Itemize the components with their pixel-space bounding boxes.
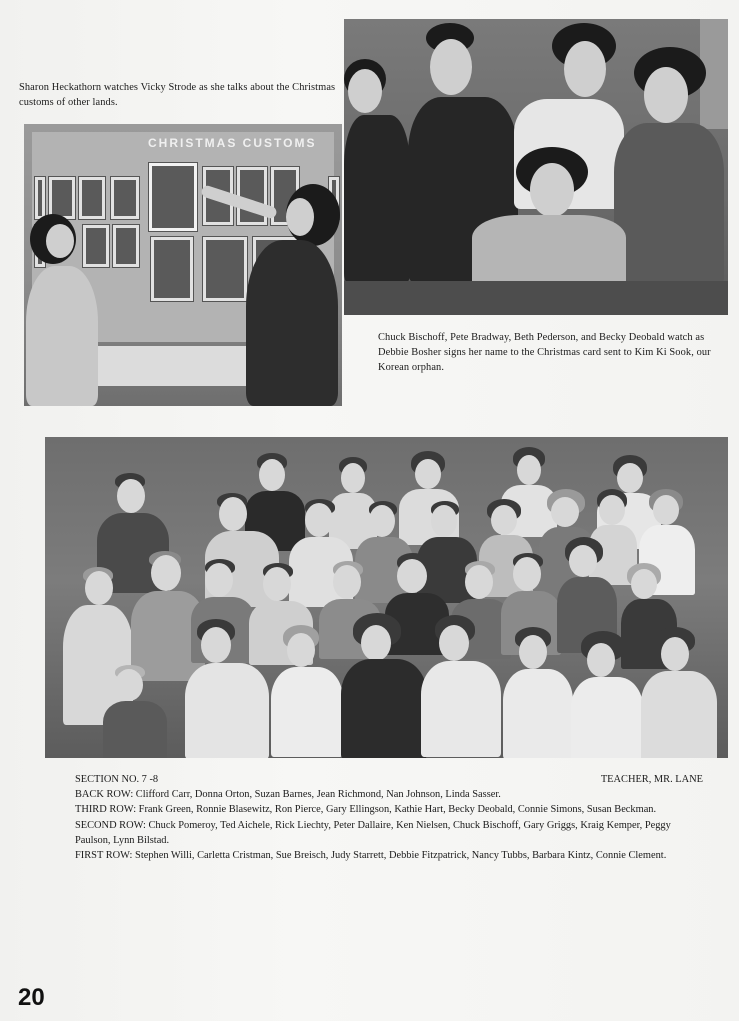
- board-picture: [148, 162, 198, 232]
- section-header: [75, 772, 703, 787]
- boy-shirt: [344, 115, 410, 283]
- face: [430, 39, 472, 95]
- face: [644, 67, 688, 123]
- board-picture: [82, 224, 110, 268]
- first-row-names: FIRST ROW: Stephen Willi, Carletta Cristman, Sue Breisch, Judy Starrett, Debbie Fitzpatrick, Nancy Tubbs, Barbara Kintz, Connie Clement.: [75, 850, 667, 862]
- face: [46, 224, 74, 258]
- face: [286, 198, 314, 236]
- second-row-names: SECOND ROW: Chuck Pomeroy, Ted Aichele, Rick Liechty, Peter Dallaire, Ken Nielsen, Chuck Bischoff, Gary Griggs, Kraig Kemper, Peggy Paulson, Lynn Bilstad.: [75, 819, 671, 846]
- girl-top: [472, 215, 626, 291]
- board-title: CHRISTMAS CUSTOMS: [148, 136, 317, 150]
- face: [530, 163, 574, 217]
- girl-dress: [614, 123, 724, 287]
- face: [564, 41, 606, 97]
- board-picture: [34, 176, 46, 220]
- back-row-names: BACK ROW: Clifford Carr, Donna Orton, Suzan Barnes, Jean Richmond, Nan Johnson, Linda Sasser.: [75, 789, 501, 801]
- board-picture: [112, 224, 140, 268]
- caption-christmas-customs: Sharon Heckathorn watches Vicky Strode as she talks about the Christmas customs of other lands.: [19, 82, 336, 108]
- photo-class-group: [45, 437, 728, 758]
- class-roster: [75, 772, 705, 863]
- section-label: SECTION NO. 7 -8: [75, 774, 159, 785]
- caption-card-signing: Chuck Bischoff, Pete Bradway, Beth Pederson, and Becky Deobald watch as Debbie Bosher signs her name to the Christmas card sent to Kim Ki Sook, our Korean orphan.: [378, 332, 711, 373]
- photo-card-signing: [344, 19, 728, 315]
- girl-dress: [26, 266, 98, 406]
- table: [344, 281, 728, 315]
- board-picture: [110, 176, 140, 220]
- shelf: [84, 346, 264, 386]
- teacher-label: TEACHER, MR. LANE: [600, 774, 703, 785]
- third-row-names: THIRD ROW: Frank Green, Ronnie Blasewitz, Ron Pierce, Gary Ellingson, Kathie Hart, Becky Deobald, Connie Simons, Susan Beckman.: [75, 804, 657, 816]
- page-number: 20: [18, 984, 45, 1011]
- face: [348, 69, 382, 113]
- board-picture: [78, 176, 106, 220]
- photo-christmas-customs: [24, 124, 342, 406]
- girl-dress: [246, 240, 338, 406]
- board-picture: [202, 236, 248, 302]
- board-picture: [150, 236, 194, 302]
